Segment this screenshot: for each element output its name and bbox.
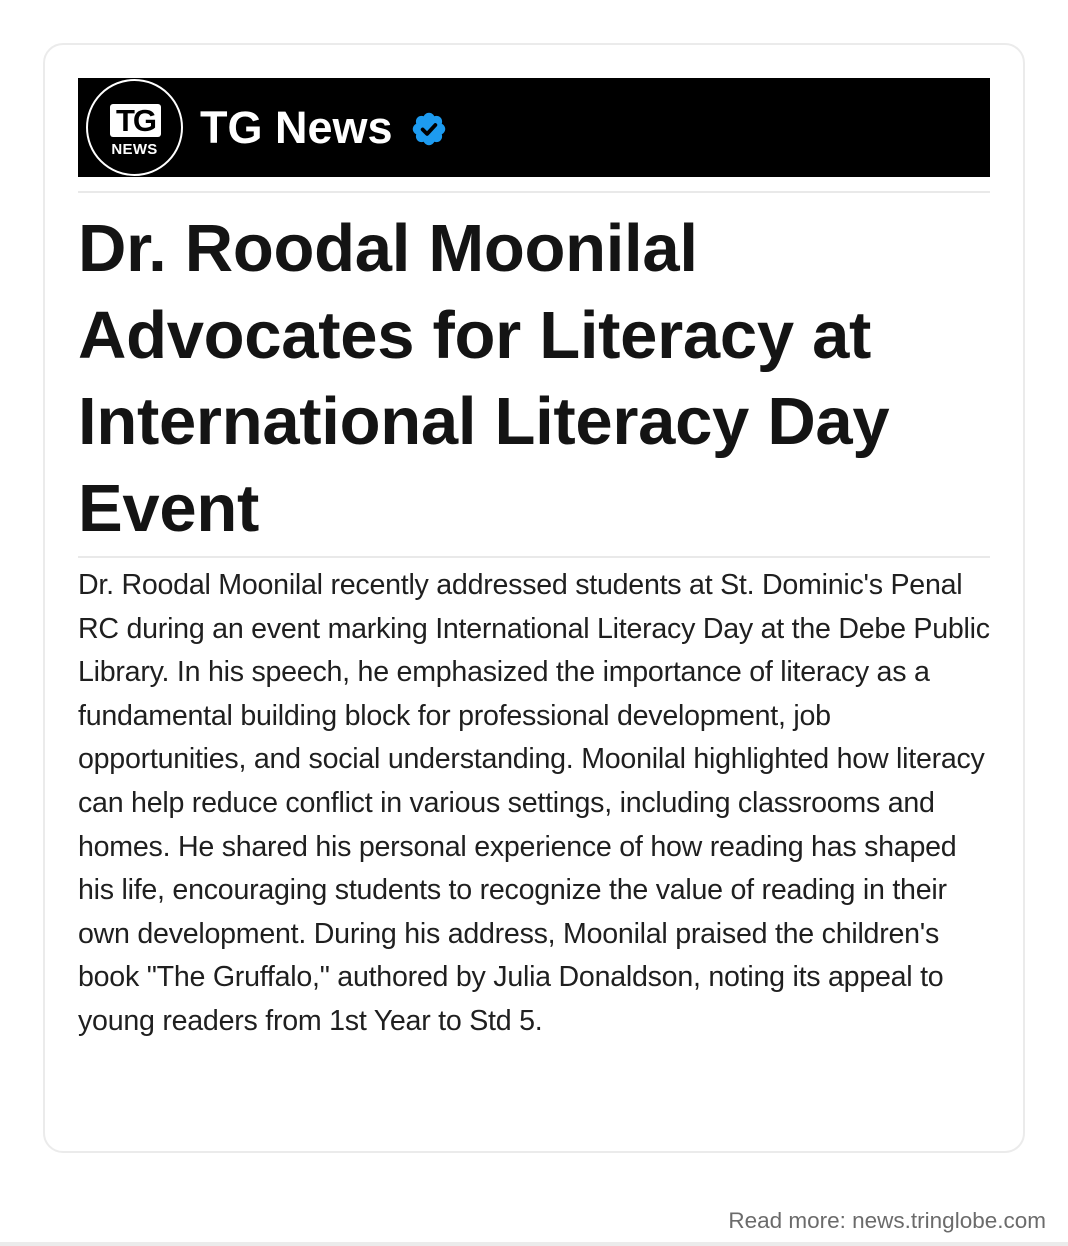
bottom-edge <box>0 1242 1068 1246</box>
article-headline: Dr. Roodal Moonilal Advocates for Literacy at International Literacy Day Event <box>78 211 890 546</box>
headline-divider <box>78 556 990 558</box>
publisher-header <box>78 78 990 177</box>
header-divider <box>78 191 990 193</box>
article-body: Dr. Roodal Moonilal recently addressed students at St. Dominic's Penal RC during an event marking International Literacy Day at the Debe Public Library. In his speech, he emphasized the importance of literacy as a fundamental building block for professional development, job opportunities, and social understanding. Moonilal highlighted how literacy can help reduce conflict in various settings, including classrooms and homes. He shared his personal experience of how reading has shaped his life, encouraging students to recognize the value of reading in their own development. During his address, Moonilal praised the children's book "The Gruffalo," authored by Julia Donaldson, noting its appeal to young readers from 1st Year to Std 5. <box>78 569 990 1037</box>
tg-news-logo <box>86 79 183 176</box>
read-more-link[interactable]: Read more: news.tringlobe.com <box>728 1208 1046 1233</box>
logo-news-text: NEWS <box>111 141 158 158</box>
publisher-name: TG News <box>200 102 393 153</box>
logo-tg-text: TG <box>110 104 161 137</box>
verified-badge-icon <box>410 110 448 148</box>
